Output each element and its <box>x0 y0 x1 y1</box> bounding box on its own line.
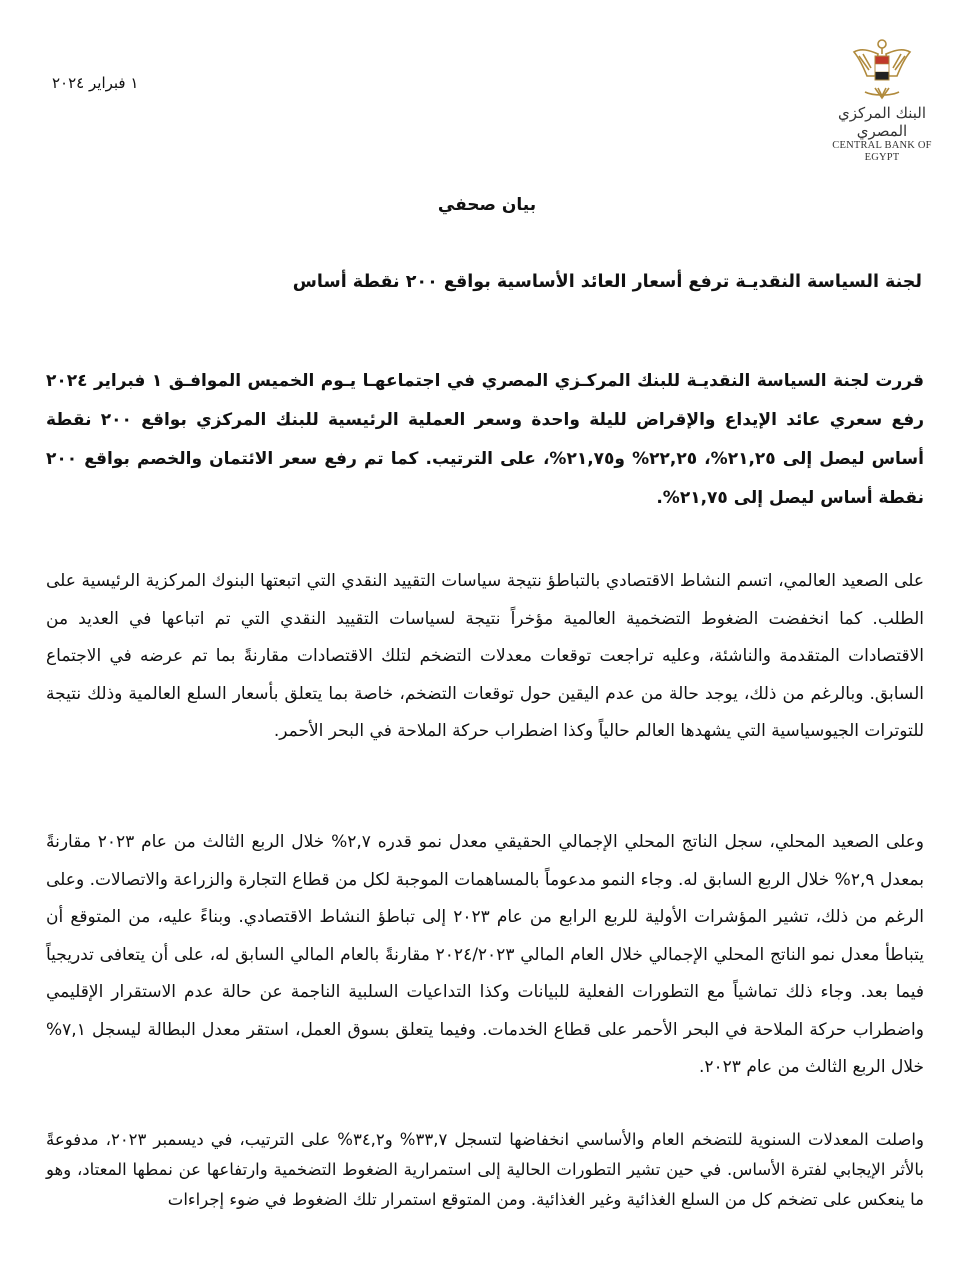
headline: لجنة السياسة النقديـة ترفع أسعار العائد الأساسية بواقع ٢٠٠ نقطة أساس <box>292 272 922 292</box>
paragraph-inflation: واصلت المعدلات السنوية للتضخم العام والأساسي انخفاضها لتسجل ٣٣,٧% و٣٤,٢% على الترتيب، في ديسمبر ٢٠٢٣، مدفوعةً بالأثر الإيجابي لفترة الأساس. في حين تشير التطورات الحالية إلى استمرارية الضغوط التضخمية وارتفاعها عن نمطها المعتاد، وهو ما ينعكس على تضخم كل من السلع الغذائية وغير الغذائية. ومن المتوقع استمرار تلك الضغوط في ضوء إجراءات <box>46 1130 924 1209</box>
cbe-logo <box>826 36 938 164</box>
release-date-text: ١ فبراير ٢٠٢٤ <box>52 74 139 92</box>
lead-paragraph: قررت لجنة السياسة النقديـة للبنك المركـزي المصري في اجتماعهـا يـوم الخميس الموافـق ١ فبراير ٢٠٢٤ رفع سعري عائد الإيداع والإقراض لليلة واحدة وسعر العملية الرئيسية للبنك المركزي بواقع ٢٠٠ نقطة أساس ليصل إلى ٢١,٢٥%، ٢٢,٢٥% و٢١,٧٥%، على الترتيب. كما تم رفع سعر الائتمان والخصم بواقع ٢٠٠ نقطة أساس ليصل إلى ٢١,٧٥%. <box>46 371 924 508</box>
document-title: بيان صحفي <box>437 195 537 215</box>
logo-arabic-text: البنك المركزي المصري <box>837 104 927 140</box>
eagle-emblem-icon <box>851 36 913 102</box>
logo-english-text: CENTRAL BANK OF EGYPT <box>832 140 932 163</box>
release-date <box>52 74 212 92</box>
paragraph-domestic-outlook: وعلى الصعيد المحلي، سجل الناتج المحلي الإجمالي الحقيقي معدل نمو قدره ٢,٧% خلال الربع الثالث من عام ٢٠٢٣ مقارنةً بمعدل ٢,٩% خلال الربع السابق له. وجاء النمو مدعوماً بالمساهمات الموجبة لكل من قطاع التجارة والزراعة والاتصالات. وعلى الرغم من ذلك، تشير المؤشرات الأولية للربع الرابع من عام ٢٠٢٣ إلى تباطؤ النشاط الاقتصادي. وبناءً عليه، من المتوقع أن يتباطأ معدل نمو الناتج المحلي الإجمالي خلال العام المالي ٢٠٢٤/٢٠٢٣ مقارنةً بالعام المالي السابق له، على أن يتعافى تدريجياً فيما بعد. وجاء ذلك تماشياً مع التطورات الفعلية للبيانات وكذا التداعيات السلبية الناجمة عن حالة عدم الاستقرار الإقليمي واضطراب حركة الملاحة في البحر الأحمر على قطاع الخدمات. وفيما يتعلق بسوق العمل، استقر معدل البطالة ليسجل ٧,١% خلال الربع الثالث من عام ٢٠٢٣. <box>46 832 924 1077</box>
paragraph-global-outlook: على الصعيد العالمي، اتسم النشاط الاقتصادي بالتباطؤ نتيجة سياسات التقييد النقدي التي اتبعتها البنوك المركزية الرئيسية على الطلب. كما انخفضت الضغوط التضخمية العالمية مؤخراً نتيجة لسياسات التقييد النقدي التي تم اتباعها في العديد من الاقتصادات المتقدمة والناشئة، وعليه تراجعت توقعات معدلات التضخم لتلك الاقتصادات مقارنةً بما تم عرضه في الاجتماع السابق. وبالرغم من ذلك، يوجد حالة من عدم اليقين حول توقعات التضخم، خاصة بما يتعلق بأسعار السلع العالمية وذلك نتيجة للتوترات الجيوسياسية التي يشهدها العالم حالياً وكذا اضطراب حركة الملاحة في البحر الأحمر. <box>46 571 924 741</box>
